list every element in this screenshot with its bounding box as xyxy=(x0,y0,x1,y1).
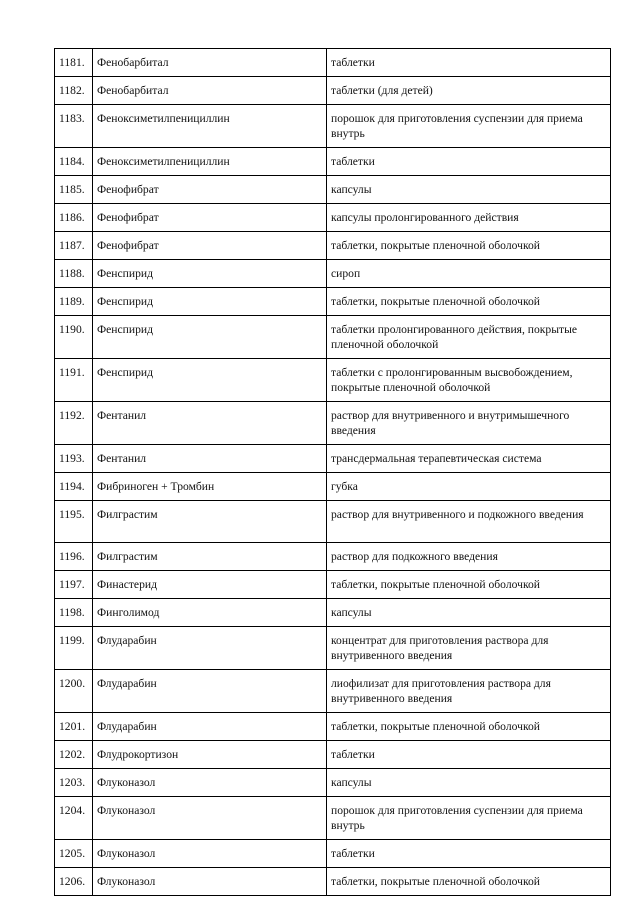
drug-name: Фенспирид xyxy=(93,260,327,288)
dosage-form: концентрат для приготовления раствора для внутривенного введения xyxy=(327,627,611,670)
row-number: 1198. xyxy=(55,599,93,627)
drug-name: Фибриноген + Тромбин xyxy=(93,473,327,501)
row-number: 1203. xyxy=(55,769,93,797)
drug-name: Фенофибрат xyxy=(93,204,327,232)
drug-name: Фенспирид xyxy=(93,359,327,402)
table-row xyxy=(55,868,611,896)
table-row xyxy=(55,627,611,670)
table-row xyxy=(55,49,611,77)
table-row xyxy=(55,359,611,402)
dosage-form: таблетки, покрытые пленочной оболочкой xyxy=(327,868,611,896)
drug-name: Фентанил xyxy=(93,402,327,445)
drug-name: Финастерид xyxy=(93,571,327,599)
row-number: 1204. xyxy=(55,797,93,840)
drug-name: Флударабин xyxy=(93,713,327,741)
row-number: 1194. xyxy=(55,473,93,501)
dosage-form: капсулы xyxy=(327,599,611,627)
row-number: 1181. xyxy=(55,49,93,77)
table-row xyxy=(55,599,611,627)
row-number: 1189. xyxy=(55,288,93,316)
table-row xyxy=(55,204,611,232)
drug-name: Финголимод xyxy=(93,599,327,627)
dosage-form: раствор для подкожного введения xyxy=(327,543,611,571)
table-row xyxy=(55,316,611,359)
row-number: 1187. xyxy=(55,232,93,260)
table-row xyxy=(55,543,611,571)
dosage-form: таблетки, покрытые пленочной оболочкой xyxy=(327,232,611,260)
drug-name: Флудрокортизон xyxy=(93,741,327,769)
row-number: 1205. xyxy=(55,840,93,868)
dosage-form: раствор для внутривенного и внутримышечного введения xyxy=(327,402,611,445)
table-row xyxy=(55,473,611,501)
dosage-form: таблетки пролонгированного действия, покрытые пленочной оболочкой xyxy=(327,316,611,359)
table-row xyxy=(55,797,611,840)
row-number: 1200. xyxy=(55,670,93,713)
dosage-form: таблетки, покрытые пленочной оболочкой xyxy=(327,713,611,741)
drug-name: Фенобарбитал xyxy=(93,49,327,77)
row-number: 1206. xyxy=(55,868,93,896)
drug-name: Филграстим xyxy=(93,501,327,543)
row-number: 1197. xyxy=(55,571,93,599)
dosage-form: капсулы xyxy=(327,769,611,797)
row-number: 1188. xyxy=(55,260,93,288)
table-row xyxy=(55,232,611,260)
row-number: 1195. xyxy=(55,501,93,543)
dosage-form: лиофилизат для приготовления раствора для внутривенного введения xyxy=(327,670,611,713)
drug-name: Флуконазол xyxy=(93,840,327,868)
row-number: 1196. xyxy=(55,543,93,571)
dosage-form: порошок для приготовления суспензии для приема внутрь xyxy=(327,797,611,840)
row-number: 1190. xyxy=(55,316,93,359)
row-number: 1202. xyxy=(55,741,93,769)
table-row xyxy=(55,176,611,204)
drug-table-body xyxy=(55,49,611,896)
table-row xyxy=(55,501,611,543)
drug-name: Флуконазол xyxy=(93,769,327,797)
table-row xyxy=(55,769,611,797)
row-number: 1183. xyxy=(55,105,93,148)
drug-name: Флуконазол xyxy=(93,868,327,896)
dosage-form: таблетки, покрытые пленочной оболочкой xyxy=(327,571,611,599)
dosage-form: капсулы xyxy=(327,176,611,204)
drug-name: Флуконазол xyxy=(93,797,327,840)
dosage-form: таблетки xyxy=(327,840,611,868)
drug-name: Флударабин xyxy=(93,670,327,713)
table-row xyxy=(55,402,611,445)
dosage-form: губка xyxy=(327,473,611,501)
drug-name: Фенофибрат xyxy=(93,232,327,260)
dosage-form: порошок для приготовления суспензии для приема внутрь xyxy=(327,105,611,148)
drug-name: Фенспирид xyxy=(93,316,327,359)
drug-name: Феноксиметилпенициллин xyxy=(93,105,327,148)
row-number: 1185. xyxy=(55,176,93,204)
row-number: 1182. xyxy=(55,77,93,105)
dosage-form: таблетки (для детей) xyxy=(327,77,611,105)
drug-name: Фенофибрат xyxy=(93,176,327,204)
row-number: 1199. xyxy=(55,627,93,670)
row-number: 1184. xyxy=(55,148,93,176)
table-row xyxy=(55,288,611,316)
table-row xyxy=(55,741,611,769)
table-row xyxy=(55,148,611,176)
row-number: 1201. xyxy=(55,713,93,741)
dosage-form: сироп xyxy=(327,260,611,288)
dosage-form: раствор для внутривенного и подкожного введения xyxy=(327,501,611,543)
table-row xyxy=(55,445,611,473)
table-row xyxy=(55,77,611,105)
row-number: 1193. xyxy=(55,445,93,473)
row-number: 1191. xyxy=(55,359,93,402)
dosage-form: таблетки xyxy=(327,148,611,176)
drug-name: Филграстим xyxy=(93,543,327,571)
dosage-form: таблетки, покрытые пленочной оболочкой xyxy=(327,288,611,316)
row-number: 1192. xyxy=(55,402,93,445)
table-row xyxy=(55,670,611,713)
dosage-form: таблетки xyxy=(327,741,611,769)
dosage-form: капсулы пролонгированного действия xyxy=(327,204,611,232)
drug-name: Феноксиметилпенициллин xyxy=(93,148,327,176)
table-row xyxy=(55,571,611,599)
table-row xyxy=(55,713,611,741)
table-row xyxy=(55,260,611,288)
drug-name: Флударабин xyxy=(93,627,327,670)
dosage-form: таблетки с пролонгированным высвобождением, покрытые пленочной оболочкой xyxy=(327,359,611,402)
dosage-form: трансдермальная терапевтическая система xyxy=(327,445,611,473)
dosage-form: таблетки xyxy=(327,49,611,77)
drug-table xyxy=(54,48,611,896)
drug-name: Фенобарбитал xyxy=(93,77,327,105)
table-row xyxy=(55,105,611,148)
drug-name: Фентанил xyxy=(93,445,327,473)
drug-name: Фенспирид xyxy=(93,288,327,316)
table-row xyxy=(55,840,611,868)
row-number: 1186. xyxy=(55,204,93,232)
